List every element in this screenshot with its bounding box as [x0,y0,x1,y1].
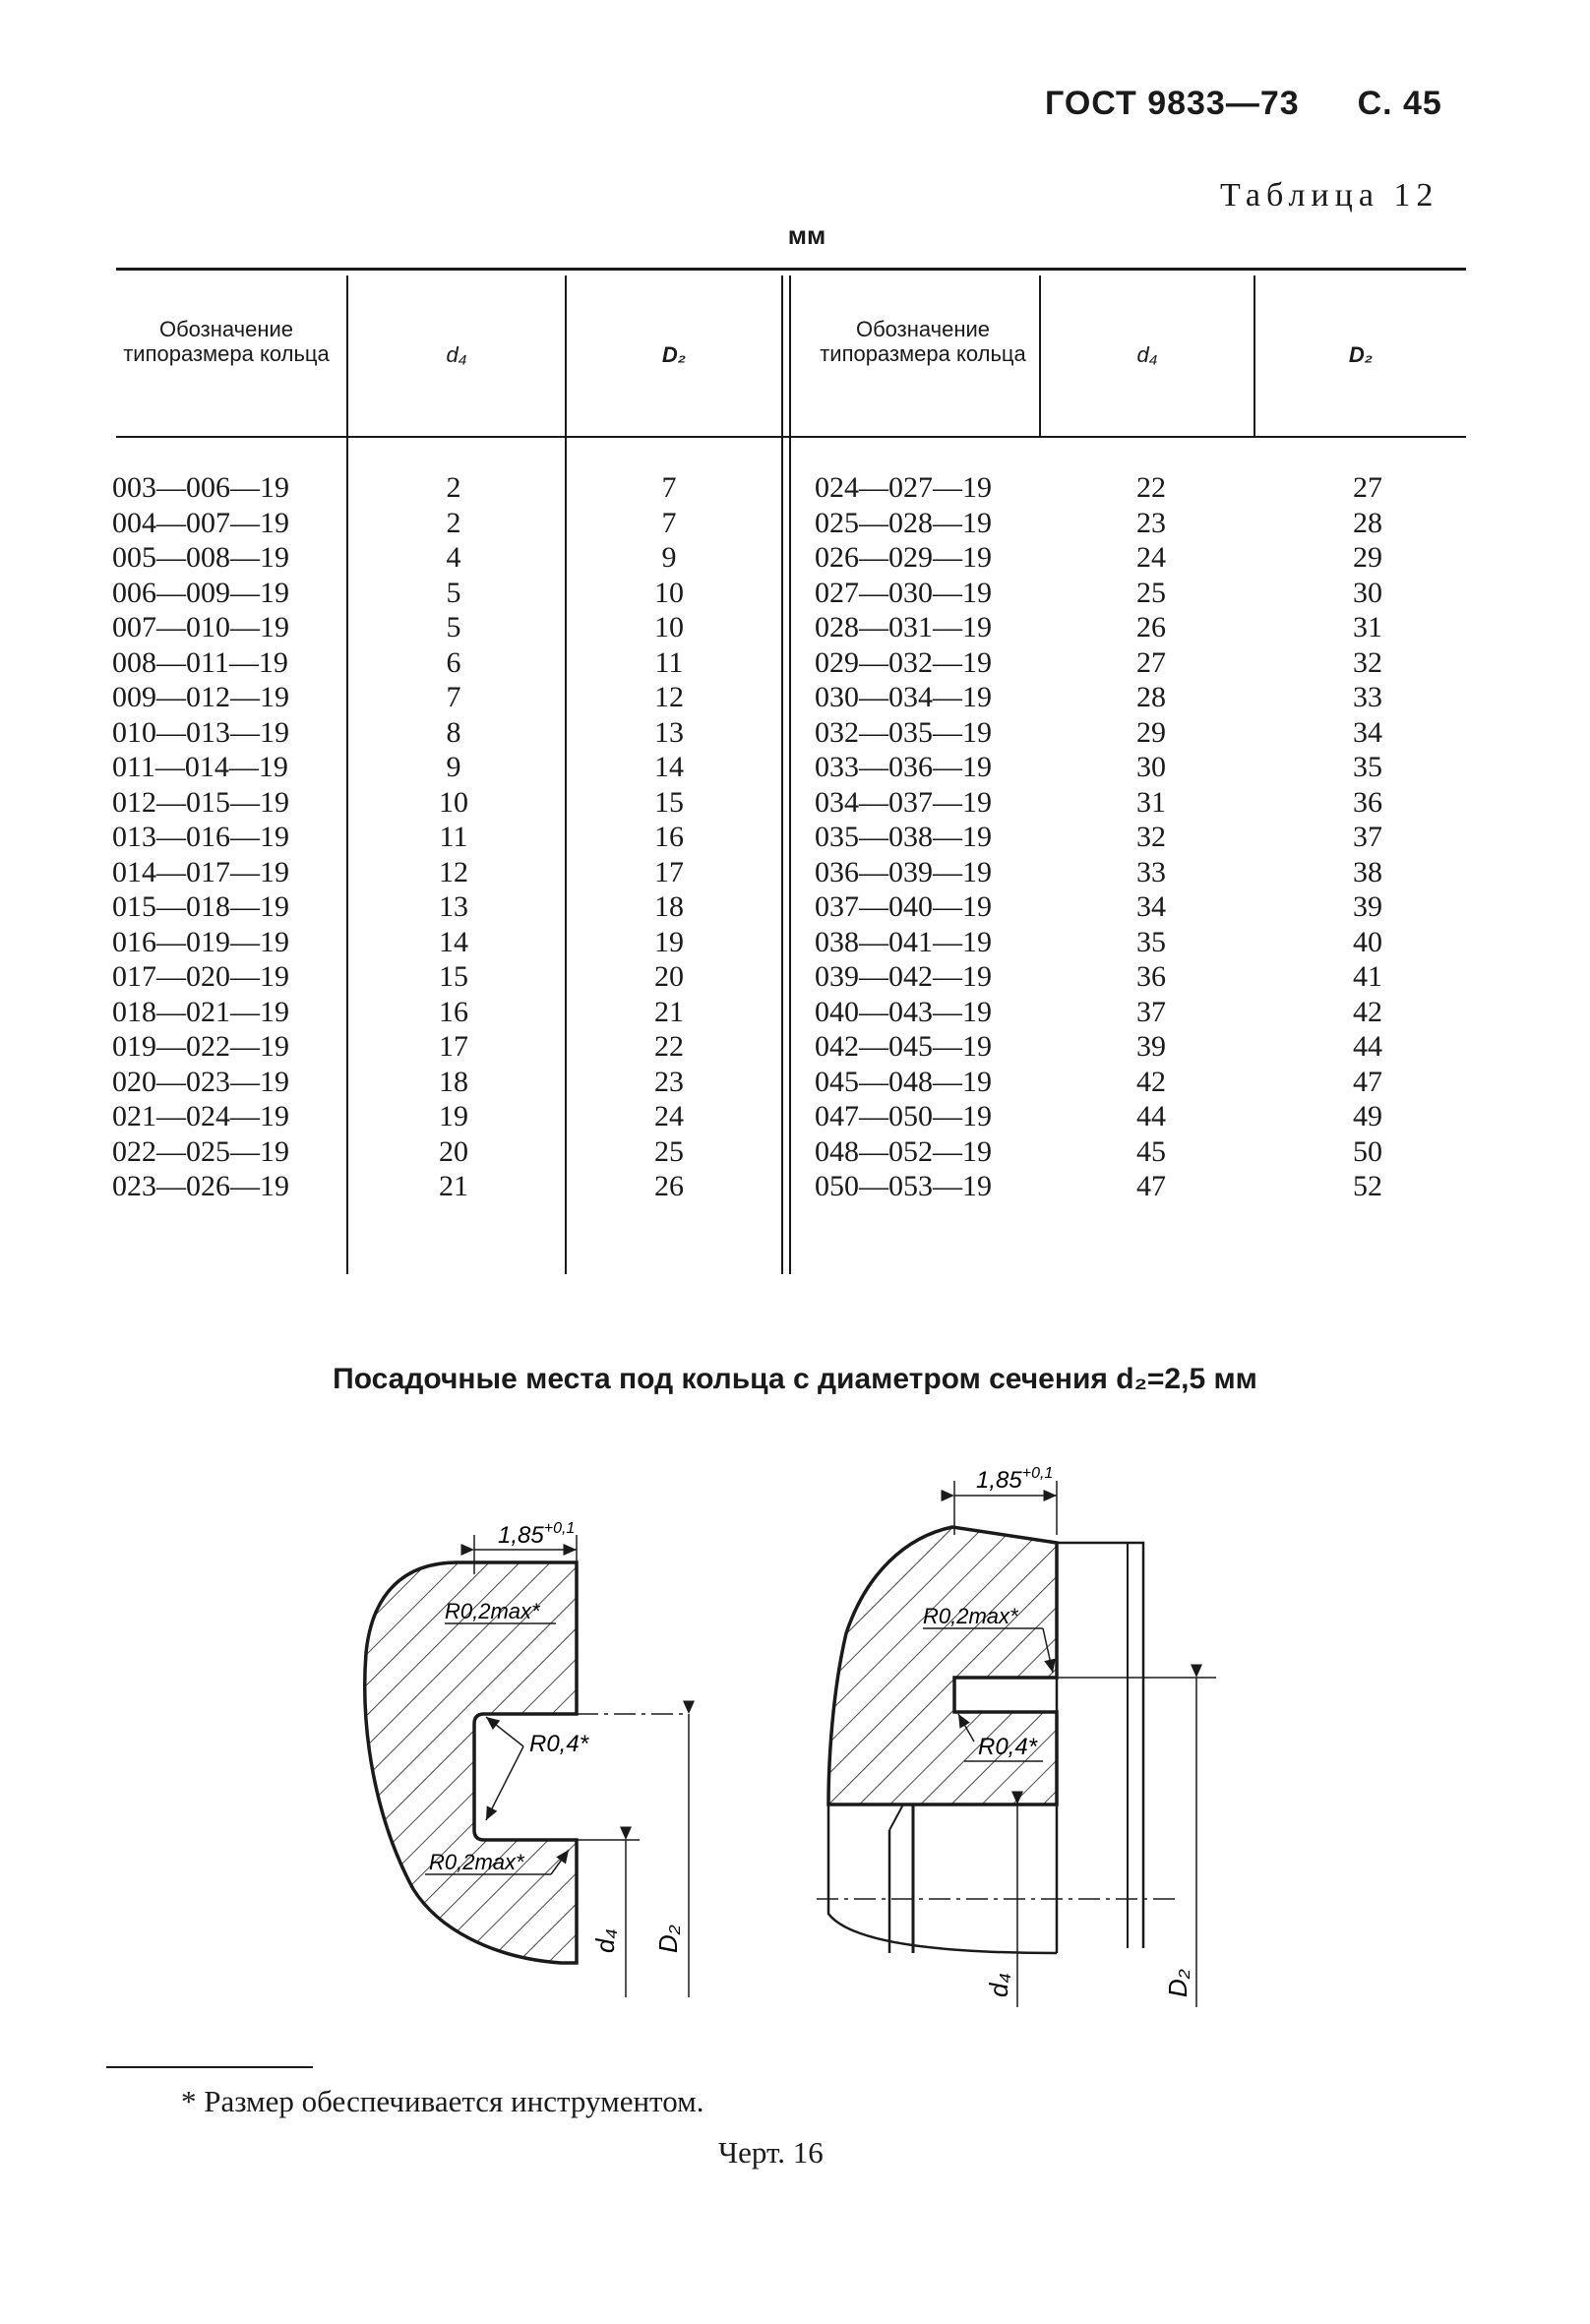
table-cell: 37 [1353,821,1382,853]
table-cell: 32 [1353,645,1382,679]
table-cell: 045—048—19 [815,1065,992,1098]
table-cell: 038—041—19 [815,925,992,958]
d4-label: d₄ [590,1928,620,1953]
table-cell: 21 [654,995,684,1028]
table-cell: 018—021—19 [112,995,289,1028]
table-cell: 11 [654,645,684,679]
table-cell: 15 [654,785,684,819]
table-cell: 47 [1353,1065,1382,1098]
table-cell: 28 [1353,506,1382,539]
table-cell: 27 [1136,645,1166,679]
header-designation: Обозначение типоразмера кольца [123,317,330,366]
table-cell: 34 [1136,890,1166,923]
table-cell: 16 [654,821,684,853]
table-cell: 28 [1136,681,1166,713]
table-cell: 9 [661,541,677,574]
table-cell: 44 [1353,1030,1382,1063]
table-cell: 037—040—19 [815,890,992,923]
table-cell: 034—037—19 [815,785,992,819]
table-cell: 44 [1136,1100,1166,1132]
table-cell: 42 [1136,1065,1166,1098]
figure-label: Черт. 16 [718,2135,824,2170]
table-cell: 50 [1353,1134,1382,1168]
table-cell: 024—027—19 [815,471,992,504]
footnote-rule [106,2066,313,2068]
table-cell: 31 [1353,611,1382,643]
table-cell: 23 [1136,506,1166,539]
table-cell: 17 [654,855,684,888]
table-cell: 005—008—19 [112,541,289,574]
header-D2: D₂ [661,342,687,367]
table-cell: 020—023—19 [112,1065,289,1098]
table-cell: 7 [661,506,677,539]
table-cell: 21 [439,1170,468,1202]
table-cell: 29 [1136,715,1166,749]
table-cell: 22 [1136,471,1166,504]
table-cell: 35 [1353,751,1382,783]
dim-width-label: $1,85^{+0,1}$ [976,1465,1054,1494]
table-cell: 17 [439,1030,468,1063]
table-cell: 39 [1353,890,1382,923]
table-cell: 4 [446,541,461,574]
table-cell: 25 [654,1134,684,1168]
table-cell: 012—015—19 [112,785,289,819]
dim-width-label: $1,85^{+0,1}$ [498,1520,576,1549]
table-cell: 33 [1353,681,1382,713]
table-cell: 040—043—19 [815,995,992,1028]
table-cell: 39 [1136,1030,1166,1063]
table-cell: 035—038—19 [815,821,992,853]
D2-label: D₂ [653,1925,683,1953]
table-cell: 011—014—19 [112,751,288,783]
table-cell: 5 [446,576,461,609]
table-cell: 42 [1353,995,1382,1028]
radius-label: R0,4* [529,1731,589,1757]
table-cell: 016—019—19 [112,925,289,958]
table-cell: 023—026—19 [112,1170,289,1202]
table-cell: 47 [1136,1170,1166,1202]
table-cell: 11 [439,821,468,853]
table-cell: 8 [446,715,461,749]
d4-label: d₄ [984,1973,1013,1997]
table-cell: 34 [1353,715,1382,749]
table-cell: 38 [1353,855,1382,888]
table-cell: 2 [446,471,461,504]
header-d4: d₄ [446,342,467,367]
standard-number: ГОСТ 9833—73 [1045,85,1300,122]
table-cell: 036—039—19 [815,855,992,888]
table-cell: 9 [446,751,461,783]
table-cell: 047—050—19 [815,1100,992,1132]
D2-label: D₂ [1163,1969,1192,1997]
header-d4: d₄ [1136,342,1158,367]
table-cell: 22 [654,1030,684,1063]
table-cell: 15 [439,960,468,993]
table-cell: 029—032—19 [815,645,992,679]
table-cell: 36 [1136,960,1166,993]
table-cell: 10 [654,611,684,643]
table-cell: 33 [1136,855,1166,888]
table-cell: 6 [446,645,461,679]
table-cell: 2 [446,506,461,539]
table-cell: 41 [1353,960,1382,993]
table-cell: 30 [1136,751,1166,783]
table-cell: 27 [1353,471,1382,504]
right-groove-drawing [817,1465,1216,2007]
table-cell: 26 [1136,611,1166,643]
table-cell: 7 [661,471,677,504]
table-cell: 14 [654,751,684,783]
table-cell: 013—016—19 [112,821,289,853]
table-cell: 30 [1353,576,1382,609]
table-cell: 13 [439,890,468,923]
header-D2: D₂ [1348,342,1374,367]
table-cell: 52 [1353,1170,1382,1202]
table-cell: 35 [1136,925,1166,958]
table-cell: 31 [1136,785,1166,819]
table-cell: 45 [1136,1134,1166,1168]
footnote: * Размер обеспечивается инструментом. [181,2084,704,2118]
table-cell: 20 [439,1134,468,1168]
page-number: С. 45 [1357,85,1442,122]
table-cell: 032—035—19 [815,715,992,749]
table-cell: 007—010—19 [112,611,289,643]
radius-label: R0,4* [978,1734,1038,1760]
table-cell: 7 [446,681,461,713]
table-cell: 32 [1136,821,1166,853]
table-cell: 015—018—19 [112,890,289,923]
table-cell: 039—042—19 [815,960,992,993]
table-cell: 004—007—19 [112,506,289,539]
table-cell: 048—052—19 [815,1134,992,1168]
table-label: Таблица 12 [1220,177,1439,214]
table-cell: 18 [439,1065,468,1098]
table-cell: 40 [1353,925,1382,958]
table-cell: 16 [439,995,468,1028]
table-cell: 021—024—19 [112,1100,289,1132]
table-cell: 050—053—19 [815,1170,992,1202]
table-cell: 19 [654,925,684,958]
table-cell: 12 [654,681,684,713]
table-cell: 030—034—19 [815,681,992,713]
table-cell: 26 [654,1170,684,1202]
table-cell: 24 [1136,541,1166,574]
table-cell: 49 [1353,1100,1382,1132]
table-cell: 003—006—19 [112,471,289,504]
table-cell: 027—030—19 [815,576,992,609]
table-cell: 18 [654,890,684,923]
header-designation: Обозначение типоразмера кольца [820,317,1026,366]
table-cell: 19 [439,1100,468,1132]
radius-max-label: R0,2max* [445,1599,540,1623]
table-cell: 29 [1353,541,1382,574]
table-cell: 37 [1136,995,1166,1028]
table-cell: 24 [654,1100,684,1132]
table-cell: 36 [1353,785,1382,819]
table-cell: 13 [654,715,684,749]
radius-max-label: R0,2max* [923,1604,1018,1628]
table-cell: 23 [654,1065,684,1098]
table-cell: 12 [439,855,468,888]
table-cell: 033—036—19 [815,751,992,783]
table-cell: 010—013—19 [112,715,289,749]
table-cell: 025—028—19 [815,506,992,539]
table-cell: 10 [439,785,468,819]
left-groove-drawing [365,1520,689,1997]
radius-max-label: R0,2max* [429,1850,524,1874]
table-cell: 25 [1136,576,1166,609]
table-cell: 20 [654,960,684,993]
table-cell: 042—045—19 [815,1030,992,1063]
table-cell: 014—017—19 [112,855,289,888]
table-cell: 008—011—19 [112,645,288,679]
right-body-section [828,1527,1057,1804]
figure-caption: Посадочные места под кольца с диаметром сечения d₂=2,5 мм [333,1363,1257,1395]
table-cell: 026—029—19 [815,541,992,574]
table-cell: 10 [654,576,684,609]
table-cell: 017—020—19 [112,960,289,993]
table-unit: мм [787,220,826,250]
table-cell: 5 [446,611,461,643]
table-cell: 019—022—19 [112,1030,289,1063]
table-cell: 028—031—19 [815,611,992,643]
table-cell: 022—025—19 [112,1134,289,1168]
table-cell: 009—012—19 [112,681,289,713]
table-cell: 006—009—19 [112,576,289,609]
table-cell: 14 [439,925,468,958]
